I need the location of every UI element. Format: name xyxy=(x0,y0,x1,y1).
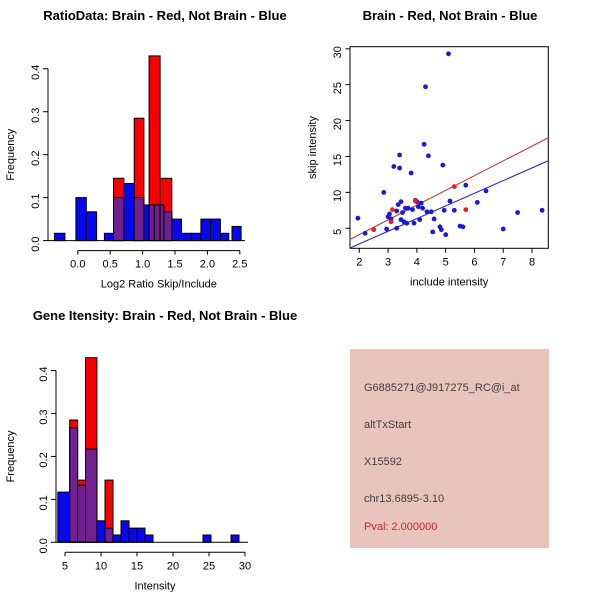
hist-bar-overlap xyxy=(70,428,78,543)
panel-intensity-scatter xyxy=(300,0,600,300)
y-tick-label: 0.1 xyxy=(30,193,42,209)
data-point-red xyxy=(452,184,457,189)
hist-bar-blue xyxy=(182,233,192,240)
y-tick-label: 0.3 xyxy=(30,107,42,123)
data-point-blue xyxy=(430,230,435,235)
x-tick-label: 7 xyxy=(500,256,507,269)
data-point-blue xyxy=(387,212,392,217)
data-point-blue xyxy=(363,231,368,236)
y-tick-label: 25 xyxy=(332,82,344,95)
data-point-blue xyxy=(420,206,425,211)
hist-bar-blue xyxy=(124,184,134,241)
hist-bar-blue xyxy=(232,226,241,240)
x-tick-label: 4 xyxy=(413,256,420,269)
data-point-blue xyxy=(419,201,424,206)
data-point-red xyxy=(390,207,395,212)
y-tick-label: 0.1 xyxy=(38,495,50,511)
data-point-blue xyxy=(501,227,506,232)
hist-bar-overlap xyxy=(114,198,124,241)
x-tick-label: 8 xyxy=(528,256,536,269)
intensity-scatter-canvas xyxy=(300,0,600,300)
hist-bar-blue xyxy=(203,535,211,542)
x-tick-label: 30 xyxy=(238,560,252,573)
x-tick-label: 2 xyxy=(356,256,363,269)
y-tick-label: 0.0 xyxy=(38,538,50,554)
data-point-blue xyxy=(410,207,415,212)
x-axis-label: Log2 Ratio Skip/Include xyxy=(100,278,217,291)
data-point-blue xyxy=(440,163,445,168)
fit-line-red xyxy=(350,138,548,240)
y-tick-label: 0.0 xyxy=(30,236,42,252)
hist-bar-blue xyxy=(172,219,182,241)
data-point-blue xyxy=(432,217,437,222)
hist-bar-blue xyxy=(201,219,211,241)
y-tick-label: 5 xyxy=(332,228,344,235)
event-type-text: altTxStart xyxy=(364,419,412,431)
hist-bar-overlap xyxy=(154,205,160,241)
y-tick-label: 15 xyxy=(332,153,344,167)
panel-gene-intensity-histogram xyxy=(0,300,300,600)
probe-id-text: G6885271@J917275_RC@i_at xyxy=(364,382,520,394)
data-point-blue xyxy=(484,189,489,194)
hist-bar-overlap xyxy=(164,212,172,241)
data-point-blue xyxy=(404,221,409,226)
x-tick-label: 0.5 xyxy=(102,258,118,271)
y-tick-label: 0.3 xyxy=(38,409,50,425)
data-point-blue xyxy=(400,210,405,215)
data-point-blue xyxy=(417,217,422,222)
data-point-blue xyxy=(429,209,434,214)
hist-bar-blue xyxy=(113,535,121,542)
data-point-blue xyxy=(409,171,414,176)
data-point-red xyxy=(413,199,418,204)
x-tick-label: 5 xyxy=(61,560,69,573)
hist-bar-blue xyxy=(58,492,70,542)
panel-probe-info xyxy=(300,300,600,600)
x-tick-label: 1.0 xyxy=(134,258,151,271)
hist-bar-blue xyxy=(137,528,145,542)
y-tick-label: 0.2 xyxy=(38,452,50,468)
hist-bar-blue xyxy=(129,528,137,542)
data-point-blue xyxy=(356,216,361,221)
y-tick-label: 20 xyxy=(332,117,344,131)
hist-bar-blue xyxy=(121,521,129,543)
data-point-blue xyxy=(381,190,386,195)
data-point-blue xyxy=(540,208,545,213)
data-point-red xyxy=(371,227,376,232)
data-point-blue xyxy=(475,200,480,205)
hist-bar-blue xyxy=(211,219,221,241)
data-point-blue xyxy=(397,166,402,171)
x-axis-label: include intensity xyxy=(410,276,489,289)
x-tick-label: 6 xyxy=(471,256,478,269)
x-tick-label: 5 xyxy=(442,256,449,269)
data-point-blue xyxy=(463,183,468,188)
y-tick-label: 30 xyxy=(332,46,344,59)
data-point-blue xyxy=(391,164,396,169)
pval-text: Pval: 2.000000 xyxy=(364,521,438,533)
probe-info-box xyxy=(350,349,549,548)
data-point-blue xyxy=(394,209,399,214)
data-point-red xyxy=(463,207,468,212)
data-point-blue xyxy=(461,224,466,229)
data-point-blue xyxy=(448,199,453,204)
data-point-blue xyxy=(422,142,427,147)
x-tick-label: 10 xyxy=(94,560,108,573)
data-point-blue xyxy=(515,210,520,215)
x-tick-label: 15 xyxy=(130,560,144,573)
hist-bar-overlap xyxy=(105,528,113,542)
data-point-blue xyxy=(442,208,447,213)
data-point-blue xyxy=(399,199,404,204)
data-point-blue xyxy=(452,208,457,213)
data-point-blue xyxy=(412,221,417,226)
x-tick-label: 1.5 xyxy=(167,258,183,271)
y-tick-label: 0.4 xyxy=(30,64,42,80)
data-point-red xyxy=(389,219,394,224)
data-point-blue xyxy=(423,84,428,89)
y-axis-label: Frequency xyxy=(5,128,17,181)
panel-ratio-histogram xyxy=(0,0,300,300)
x-tick-label: 2.5 xyxy=(232,258,248,271)
ratio-histogram-title: RatioData: Brain - Red, Not Brain - Blue xyxy=(43,8,287,23)
y-tick-label: 0.4 xyxy=(38,366,50,382)
data-point-blue xyxy=(397,153,402,158)
hist-bar-blue xyxy=(76,198,86,241)
data-point-blue xyxy=(406,206,411,211)
y-tick-label: 0.2 xyxy=(30,150,42,166)
x-axis-label: Intensity xyxy=(134,580,176,593)
y-axis-label: Frequency xyxy=(5,430,17,483)
chromosome-text: chr13.6895-3.10 xyxy=(364,493,445,505)
hist-bar-blue xyxy=(104,233,113,240)
plot-frame xyxy=(350,47,548,249)
hist-bar-blue xyxy=(97,521,105,543)
x-tick-label: 3 xyxy=(385,256,392,269)
hist-bar-overlap xyxy=(86,449,97,542)
hist-bar-blue xyxy=(231,535,239,542)
hist-bar-overlap xyxy=(78,485,86,542)
x-tick-label: 25 xyxy=(202,560,216,573)
hist-bar-overlap xyxy=(160,205,164,241)
gene-intensity-histogram-title: Gene Itensity: Brain - Red, Not Brain - Blue xyxy=(32,308,298,323)
data-point-blue xyxy=(394,226,399,231)
hist-bar-blue xyxy=(145,535,153,542)
scatter-title: Brain - Red, Not Brain - Blue xyxy=(362,8,538,23)
hist-bar-blue xyxy=(191,233,201,240)
x-tick-label: 2.0 xyxy=(199,258,216,271)
data-point-blue xyxy=(443,232,448,237)
hist-bar-blue xyxy=(55,233,65,240)
data-point-blue xyxy=(426,153,431,158)
x-tick-label: 0.0 xyxy=(70,258,86,271)
fit-line-blue xyxy=(350,161,548,248)
hist-bar-blue xyxy=(220,233,228,240)
hist-bar-overlap xyxy=(134,198,144,241)
gene-id-text: X15592 xyxy=(364,456,402,468)
ratio-histogram-canvas xyxy=(0,0,300,300)
data-point-blue xyxy=(446,51,451,56)
data-point-blue xyxy=(439,227,444,232)
y-tick-label: 10 xyxy=(332,189,344,202)
y-axis-label: skip intensity xyxy=(307,116,319,179)
hist-bar-blue xyxy=(86,212,96,241)
data-point-blue xyxy=(384,227,389,232)
hist-bar-overlap xyxy=(149,205,154,241)
gene-intensity-histogram-canvas xyxy=(0,300,300,600)
data-point-blue xyxy=(425,209,430,214)
x-tick-label: 20 xyxy=(166,560,180,573)
